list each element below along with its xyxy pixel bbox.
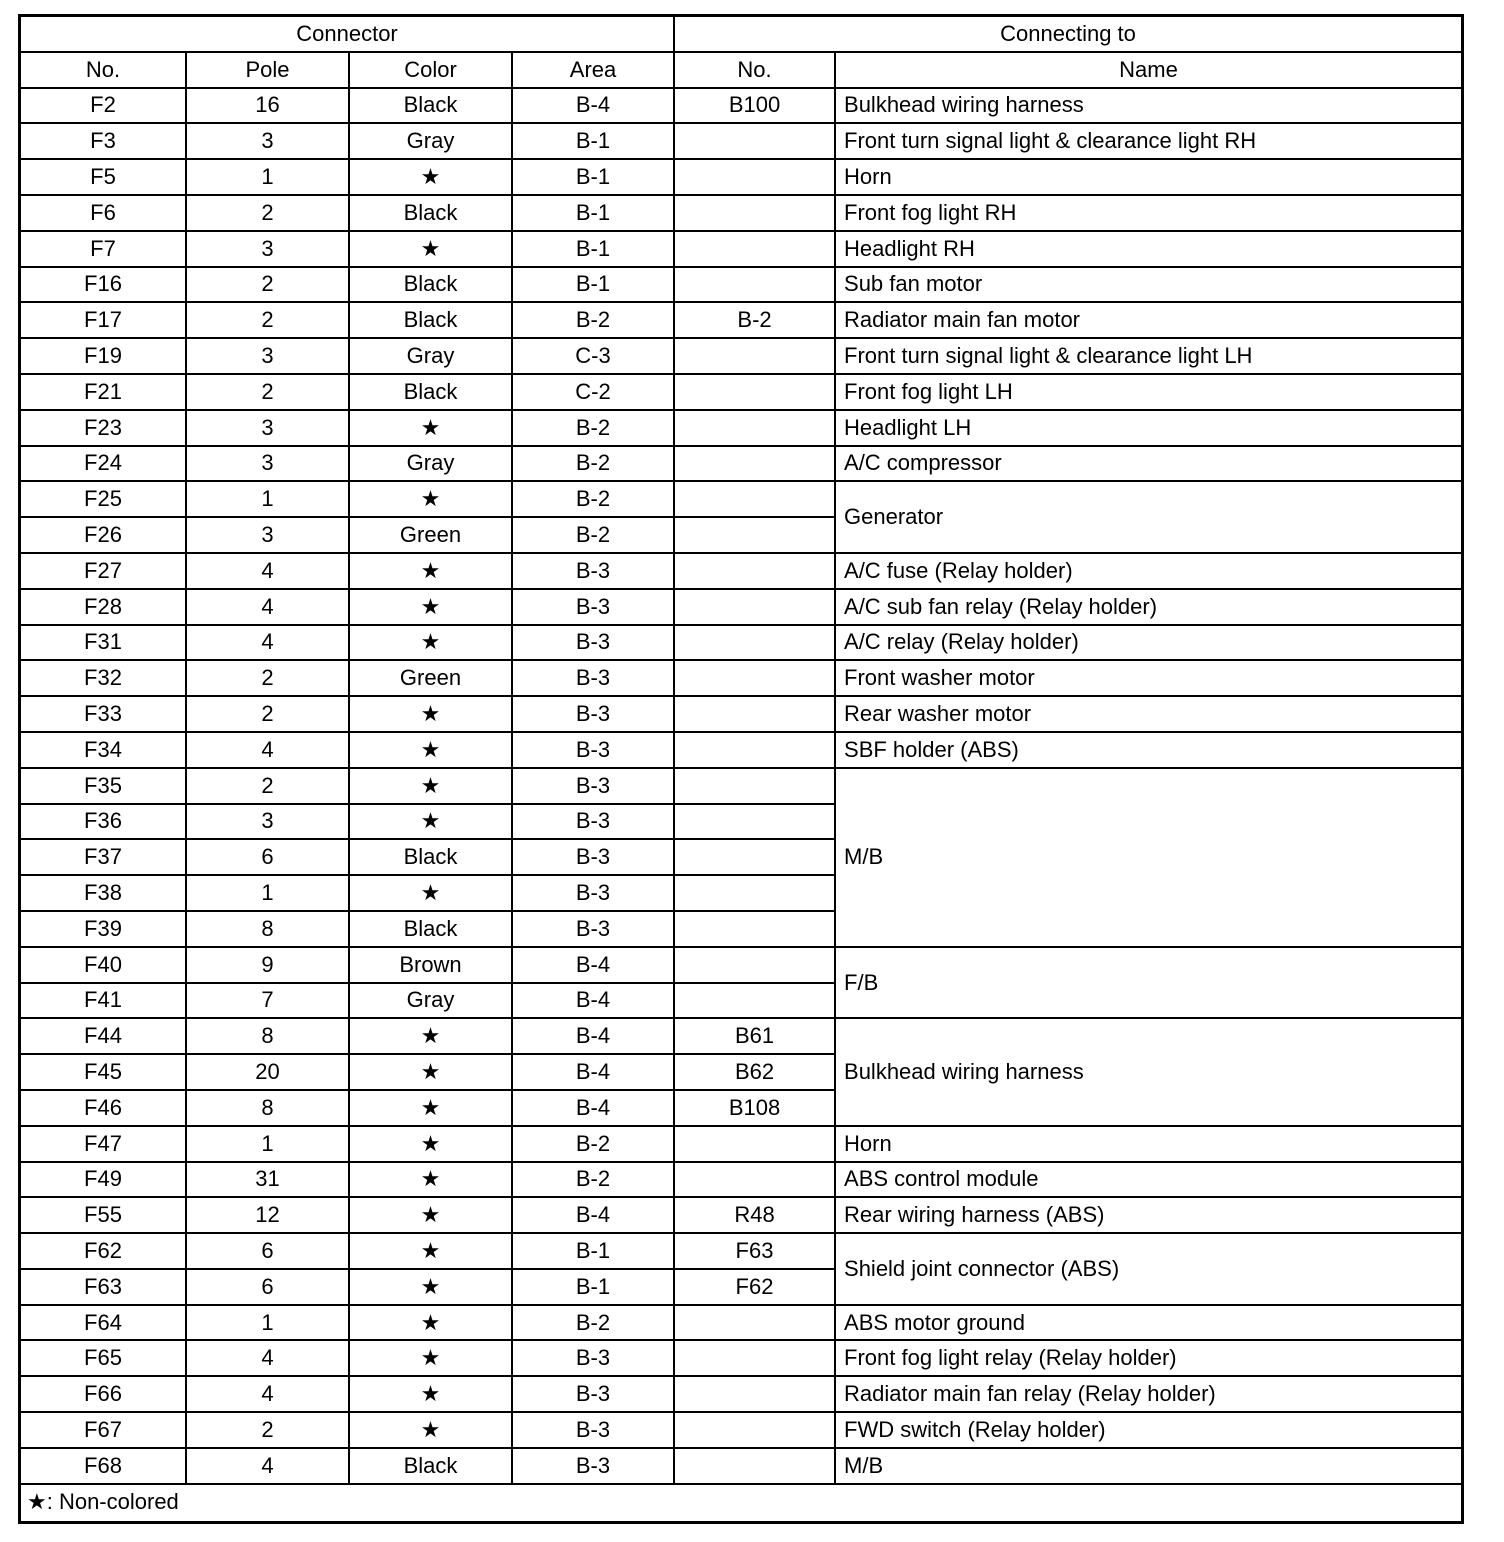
pole-cell: 3 — [186, 231, 349, 267]
connecting-name-cell: A/C compressor — [835, 446, 1461, 482]
connecting-no-cell: B62 — [674, 1054, 835, 1090]
pole-cell: 8 — [186, 911, 349, 947]
connecting-name-cell: Front turn signal light & clearance light LH — [835, 338, 1461, 374]
pole-cell: 6 — [186, 1269, 349, 1305]
row-no-cell: F28 — [21, 589, 186, 625]
connecting-name-cell: Front washer motor — [835, 660, 1461, 696]
table-row — [21, 446, 1461, 482]
area-cell: B-2 — [512, 481, 674, 517]
table-row — [21, 123, 1461, 159]
area-cell: B-1 — [512, 1233, 674, 1269]
color-cell: Black — [349, 302, 512, 338]
connecting-no-cell: F63 — [674, 1233, 835, 1269]
connecting-name-cell: FWD switch (Relay holder) — [835, 1412, 1461, 1448]
area-cell: B-3 — [512, 696, 674, 732]
connecting-name-cell: Rear washer motor — [835, 696, 1461, 732]
column-header-no: No. — [21, 52, 186, 88]
connecting-no-cell — [674, 947, 835, 983]
connecting-no-cell — [674, 553, 835, 589]
color-cell: ★ — [349, 804, 512, 840]
pole-cell: 6 — [186, 839, 349, 875]
row-no-cell: F34 — [21, 732, 186, 768]
connecting-name-cell: M/B — [835, 768, 1461, 947]
row-no-cell: F6 — [21, 195, 186, 231]
area-cell: B-4 — [512, 1197, 674, 1233]
color-cell: ★ — [349, 625, 512, 661]
pole-cell: 2 — [186, 374, 349, 410]
row-no-cell: F39 — [21, 911, 186, 947]
row-no-cell: F2 — [21, 88, 186, 124]
connecting-no-cell — [674, 374, 835, 410]
connecting-no-cell — [674, 983, 835, 1019]
pole-cell: 8 — [186, 1018, 349, 1054]
column-header-row — [21, 52, 1461, 88]
pole-cell: 4 — [186, 625, 349, 661]
area-cell: B-2 — [512, 446, 674, 482]
pole-cell: 3 — [186, 410, 349, 446]
color-cell: ★ — [349, 1054, 512, 1090]
color-cell: Green — [349, 660, 512, 696]
area-cell: B-2 — [512, 517, 674, 553]
connecting-no-cell — [674, 1305, 835, 1341]
area-cell: B-3 — [512, 1340, 674, 1376]
color-cell: ★ — [349, 1126, 512, 1162]
color-cell: Green — [349, 517, 512, 553]
row-no-cell: F47 — [21, 1126, 186, 1162]
connecting-name-cell: Radiator main fan motor — [835, 302, 1461, 338]
connecting-name-cell: A/C fuse (Relay holder) — [835, 553, 1461, 589]
row-no-cell: F36 — [21, 804, 186, 840]
pole-cell: 1 — [186, 159, 349, 195]
table-row — [21, 1197, 1461, 1233]
pole-cell: 4 — [186, 732, 349, 768]
pole-cell: 1 — [186, 875, 349, 911]
pole-cell: 4 — [186, 1376, 349, 1412]
area-cell: B-4 — [512, 1018, 674, 1054]
row-no-cell: F68 — [21, 1448, 186, 1484]
connecting-no-cell — [674, 1162, 835, 1198]
connecting-name-cell: A/C sub fan relay (Relay holder) — [835, 589, 1461, 625]
connecting-name-cell: Front fog light LH — [835, 374, 1461, 410]
row-no-cell: F25 — [21, 481, 186, 517]
pole-cell: 3 — [186, 338, 349, 374]
area-cell: C-3 — [512, 338, 674, 374]
pole-cell: 2 — [186, 267, 349, 303]
area-cell: B-3 — [512, 732, 674, 768]
table-row — [21, 267, 1461, 303]
color-cell: Black — [349, 88, 512, 124]
color-cell: ★ — [349, 1018, 512, 1054]
group-header-connecting-to: Connecting to — [674, 17, 1461, 52]
table-row — [21, 231, 1461, 267]
color-cell: Black — [349, 839, 512, 875]
row-no-cell: F64 — [21, 1305, 186, 1341]
connecting-no-cell — [674, 123, 835, 159]
pole-cell: 2 — [186, 768, 349, 804]
pole-cell: 1 — [186, 1126, 349, 1162]
table-row — [21, 732, 1461, 768]
row-no-cell: F46 — [21, 1090, 186, 1126]
color-cell: Gray — [349, 338, 512, 374]
pole-cell: 12 — [186, 1197, 349, 1233]
connecting-no-cell — [674, 696, 835, 732]
color-cell: ★ — [349, 768, 512, 804]
pole-cell: 31 — [186, 1162, 349, 1198]
area-cell: B-4 — [512, 983, 674, 1019]
row-no-cell: F3 — [21, 123, 186, 159]
table-body — [21, 88, 1461, 1484]
connecting-name-cell: Headlight RH — [835, 231, 1461, 267]
connecting-no-cell — [674, 517, 835, 553]
table-row — [21, 481, 1461, 517]
connecting-no-cell — [674, 1448, 835, 1484]
row-no-cell: F49 — [21, 1162, 186, 1198]
connecting-no-cell: R48 — [674, 1197, 835, 1233]
column-header-area: Area — [512, 52, 674, 88]
color-cell: ★ — [349, 481, 512, 517]
table-row — [21, 1376, 1461, 1412]
color-cell: ★ — [349, 589, 512, 625]
connecting-no-cell — [674, 804, 835, 840]
column-header-pole: Pole — [186, 52, 349, 88]
area-cell: B-4 — [512, 1054, 674, 1090]
connecting-no-cell — [674, 660, 835, 696]
color-cell: Gray — [349, 446, 512, 482]
connecting-no-cell — [674, 338, 835, 374]
pole-cell: 16 — [186, 88, 349, 124]
row-no-cell: F67 — [21, 1412, 186, 1448]
pole-cell: 20 — [186, 1054, 349, 1090]
area-cell: B-3 — [512, 1376, 674, 1412]
connecting-no-cell — [674, 732, 835, 768]
area-cell: B-3 — [512, 553, 674, 589]
area-cell: C-2 — [512, 374, 674, 410]
row-no-cell: F21 — [21, 374, 186, 410]
color-cell: Black — [349, 911, 512, 947]
row-no-cell: F40 — [21, 947, 186, 983]
connecting-no-cell — [674, 410, 835, 446]
table-row — [21, 1233, 1461, 1269]
footnote-legend: ★: Non-colored — [27, 1489, 179, 1514]
connecting-name-cell: Front fog light RH — [835, 195, 1461, 231]
pole-cell: 6 — [186, 1233, 349, 1269]
connecting-name-cell: Radiator main fan relay (Relay holder) — [835, 1376, 1461, 1412]
group-header-row — [21, 17, 1461, 52]
area-cell: B-3 — [512, 804, 674, 840]
table-row — [21, 625, 1461, 661]
table-row — [21, 88, 1461, 124]
connecting-no-cell — [674, 875, 835, 911]
area-cell: B-2 — [512, 1162, 674, 1198]
table-row — [21, 195, 1461, 231]
table-row — [21, 1018, 1461, 1054]
pole-cell: 4 — [186, 1340, 349, 1376]
connecting-no-cell — [674, 446, 835, 482]
pole-cell: 2 — [186, 195, 349, 231]
connecting-name-cell: Bulkhead wiring harness — [835, 88, 1461, 124]
connecting-name-cell: Front fog light relay (Relay holder) — [835, 1340, 1461, 1376]
color-cell: ★ — [349, 159, 512, 195]
connector-table — [21, 17, 1461, 1485]
table-row — [21, 589, 1461, 625]
connecting-name-cell: SBF holder (ABS) — [835, 732, 1461, 768]
row-no-cell: F62 — [21, 1233, 186, 1269]
color-cell: Brown — [349, 947, 512, 983]
connecting-no-cell — [674, 911, 835, 947]
connecting-name-cell: Bulkhead wiring harness — [835, 1018, 1461, 1125]
connecting-name-cell: Headlight LH — [835, 410, 1461, 446]
table-row — [21, 410, 1461, 446]
pole-cell: 4 — [186, 553, 349, 589]
area-cell: B-2 — [512, 302, 674, 338]
pole-cell: 4 — [186, 589, 349, 625]
color-cell: ★ — [349, 875, 512, 911]
connecting-name-cell: Sub fan motor — [835, 267, 1461, 303]
area-cell: B-1 — [512, 123, 674, 159]
area-cell: B-3 — [512, 875, 674, 911]
area-cell: B-1 — [512, 159, 674, 195]
table-row — [21, 1340, 1461, 1376]
color-cell: Gray — [349, 123, 512, 159]
row-no-cell: F32 — [21, 660, 186, 696]
color-cell: ★ — [349, 1162, 512, 1198]
pole-cell: 3 — [186, 517, 349, 553]
pole-cell: 3 — [186, 804, 349, 840]
row-no-cell: F35 — [21, 768, 186, 804]
color-cell: Gray — [349, 983, 512, 1019]
row-no-cell: F5 — [21, 159, 186, 195]
pole-cell: 3 — [186, 123, 349, 159]
row-no-cell: F19 — [21, 338, 186, 374]
color-cell: ★ — [349, 1340, 512, 1376]
pole-cell: 2 — [186, 1412, 349, 1448]
color-cell: Black — [349, 195, 512, 231]
connecting-no-cell: B-2 — [674, 302, 835, 338]
row-no-cell: F44 — [21, 1018, 186, 1054]
table-row — [21, 1412, 1461, 1448]
connecting-name-cell: A/C relay (Relay holder) — [835, 625, 1461, 661]
area-cell: B-2 — [512, 1305, 674, 1341]
pole-cell: 4 — [186, 1448, 349, 1484]
row-no-cell: F31 — [21, 625, 186, 661]
table-row — [21, 374, 1461, 410]
color-cell: ★ — [349, 1197, 512, 1233]
connecting-name-cell: Horn — [835, 159, 1461, 195]
connecting-no-cell — [674, 1340, 835, 1376]
row-no-cell: F37 — [21, 839, 186, 875]
pole-cell: 2 — [186, 660, 349, 696]
connecting-no-cell — [674, 267, 835, 303]
connecting-no-cell — [674, 768, 835, 804]
row-no-cell: F33 — [21, 696, 186, 732]
pole-cell: 1 — [186, 481, 349, 517]
table-row — [21, 660, 1461, 696]
row-no-cell: F66 — [21, 1376, 186, 1412]
connecting-no-cell — [674, 1126, 835, 1162]
connecting-name-cell: ABS motor ground — [835, 1305, 1461, 1341]
row-no-cell: F26 — [21, 517, 186, 553]
color-cell: ★ — [349, 1090, 512, 1126]
column-header-name: Name — [835, 52, 1461, 88]
area-cell: B-1 — [512, 195, 674, 231]
area-cell: B-4 — [512, 947, 674, 983]
pole-cell: 9 — [186, 947, 349, 983]
connecting-no-cell: B108 — [674, 1090, 835, 1126]
row-no-cell: F38 — [21, 875, 186, 911]
connecting-no-cell — [674, 839, 835, 875]
connecting-no-cell — [674, 481, 835, 517]
connecting-no-cell: F62 — [674, 1269, 835, 1305]
color-cell: Black — [349, 1448, 512, 1484]
color-cell: Black — [349, 374, 512, 410]
connecting-no-cell — [674, 1376, 835, 1412]
area-cell: B-4 — [512, 88, 674, 124]
pole-cell: 7 — [186, 983, 349, 1019]
color-cell: ★ — [349, 1412, 512, 1448]
row-no-cell: F7 — [21, 231, 186, 267]
area-cell: B-2 — [512, 410, 674, 446]
area-cell: B-3 — [512, 1412, 674, 1448]
connecting-no-cell — [674, 231, 835, 267]
connecting-no-cell — [674, 1412, 835, 1448]
table-row — [21, 947, 1461, 983]
pole-cell: 2 — [186, 302, 349, 338]
area-cell: B-1 — [512, 1269, 674, 1305]
row-no-cell: F63 — [21, 1269, 186, 1305]
color-cell: ★ — [349, 410, 512, 446]
column-header-to-no: No. — [674, 52, 835, 88]
area-cell: B-3 — [512, 625, 674, 661]
area-cell: B-3 — [512, 839, 674, 875]
connecting-no-cell — [674, 195, 835, 231]
connector-table-frame — [18, 14, 1464, 1524]
area-cell: B-2 — [512, 1126, 674, 1162]
area-cell: B-3 — [512, 768, 674, 804]
row-no-cell: F65 — [21, 1340, 186, 1376]
table-row — [21, 1162, 1461, 1198]
row-no-cell: F45 — [21, 1054, 186, 1090]
connecting-no-cell — [674, 625, 835, 661]
area-cell: B-1 — [512, 231, 674, 267]
group-header-connector: Connector — [21, 17, 674, 52]
connecting-no-cell — [674, 589, 835, 625]
area-cell: B-3 — [512, 1448, 674, 1484]
area-cell: B-3 — [512, 660, 674, 696]
area-cell: B-3 — [512, 911, 674, 947]
pole-cell: 3 — [186, 446, 349, 482]
connecting-no-cell — [674, 159, 835, 195]
connecting-no-cell: B61 — [674, 1018, 835, 1054]
connecting-name-cell: F/B — [835, 947, 1461, 1019]
row-no-cell: F41 — [21, 983, 186, 1019]
row-no-cell: F24 — [21, 446, 186, 482]
color-cell: ★ — [349, 1269, 512, 1305]
color-cell: ★ — [349, 231, 512, 267]
pole-cell: 2 — [186, 696, 349, 732]
table-row — [21, 1305, 1461, 1341]
table-row — [21, 1448, 1461, 1484]
pole-cell: 1 — [186, 1305, 349, 1341]
table-row — [21, 696, 1461, 732]
table-row — [21, 159, 1461, 195]
connecting-name-cell: Shield joint connector (ABS) — [835, 1233, 1461, 1305]
color-cell: ★ — [349, 1233, 512, 1269]
area-cell: B-1 — [512, 267, 674, 303]
row-no-cell: F27 — [21, 553, 186, 589]
connecting-name-cell: Rear wiring harness (ABS) — [835, 1197, 1461, 1233]
connecting-no-cell: B100 — [674, 88, 835, 124]
connecting-name-cell: Horn — [835, 1126, 1461, 1162]
table-row — [21, 768, 1461, 804]
color-cell: ★ — [349, 1376, 512, 1412]
table-row — [21, 553, 1461, 589]
area-cell: B-4 — [512, 1090, 674, 1126]
column-header-color: Color — [349, 52, 512, 88]
color-cell: ★ — [349, 553, 512, 589]
color-cell: ★ — [349, 696, 512, 732]
table-row — [21, 338, 1461, 374]
area-cell: B-3 — [512, 589, 674, 625]
connecting-name-cell: Generator — [835, 481, 1461, 553]
connecting-name-cell: Front turn signal light & clearance light RH — [835, 123, 1461, 159]
table-row — [21, 1126, 1461, 1162]
row-no-cell: F17 — [21, 302, 186, 338]
row-no-cell: F23 — [21, 410, 186, 446]
row-no-cell: F55 — [21, 1197, 186, 1233]
connecting-name-cell: ABS control module — [835, 1162, 1461, 1198]
connecting-name-cell: M/B — [835, 1448, 1461, 1484]
color-cell: ★ — [349, 1305, 512, 1341]
row-no-cell: F16 — [21, 267, 186, 303]
table-row — [21, 302, 1461, 338]
pole-cell: 8 — [186, 1090, 349, 1126]
color-cell: ★ — [349, 732, 512, 768]
color-cell: Black — [349, 267, 512, 303]
